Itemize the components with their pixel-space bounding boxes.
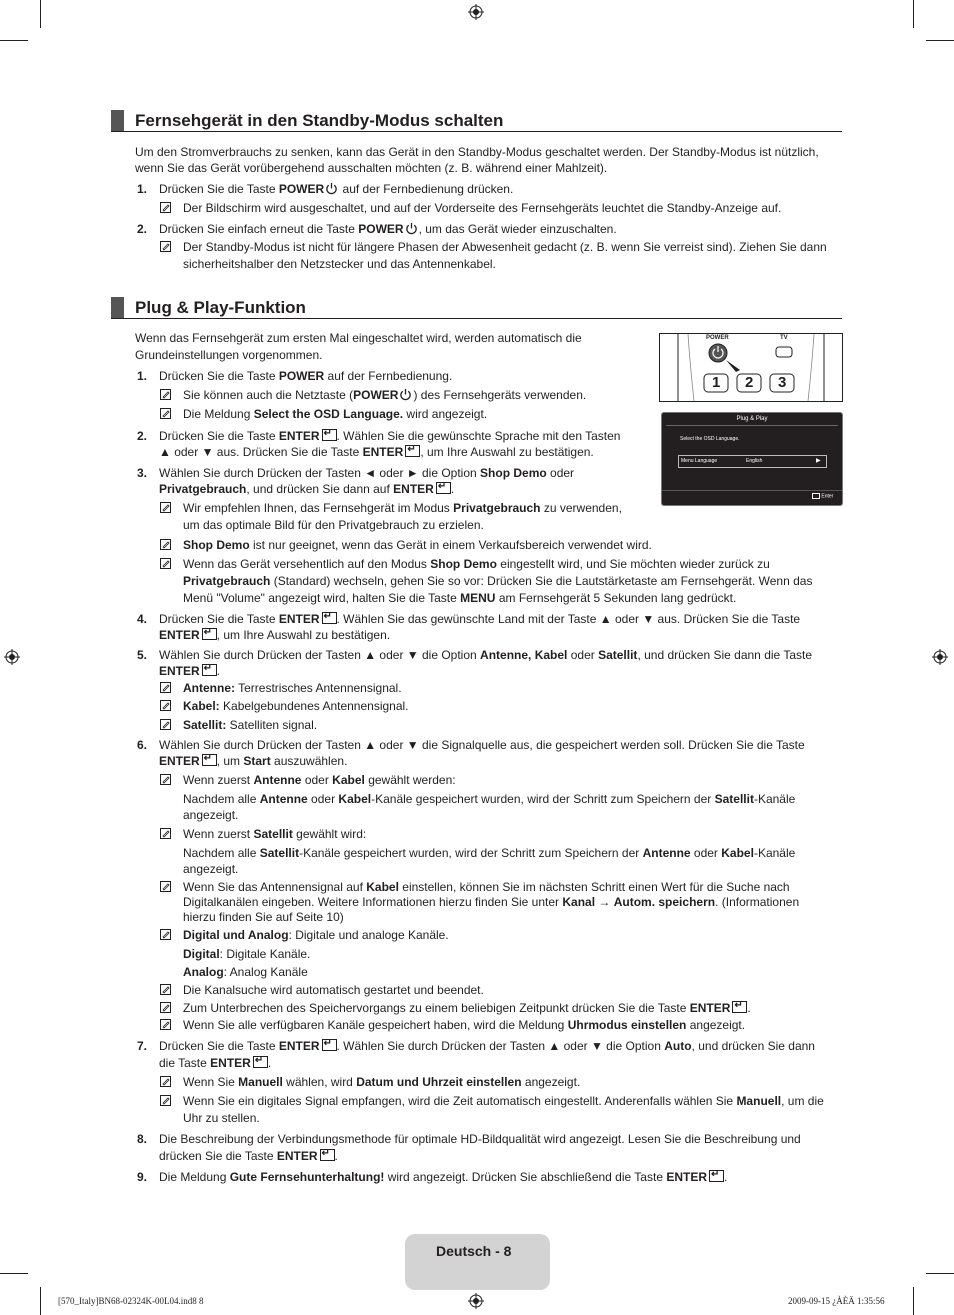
note-text: Die Meldung Select the OSD Language. wird angezeigt. [183,407,488,421]
step-text: ▲ oder ▼ aus. Drücken Sie die Taste ENTER↵ , um Ihre Auswahl zu bestätigen. [159,444,594,460]
note-icon [160,558,171,569]
crop-mark [40,0,41,28]
step-text: drücken Sie die Taste ENTER↵ . [159,1148,338,1164]
note-icon [160,984,171,995]
note-text: Kabel: Kabelgebundenes Antennensignal. [183,699,409,713]
step-text: Drücken Sie die Taste ENTER↵ . Wählen Sie die gewünschte Sprache mit den Tasten [159,428,620,444]
step-text: Drücken Sie die Taste POWER auf der Fernbedienung drücken. [159,182,514,196]
step-text: Drücken Sie die Taste ENTER↵ . Wählen Sie durch Drücken der Tasten ▲ oder ▼ die Option Auto, und drücken Sie dann [159,1038,815,1054]
note-text: Privatgebrauch (Standard) wechseln, gehen Sie so vor: Drücken Sie die Lautstärketaste am Fernsehgerät. Wenn das [183,574,813,588]
note-icon [160,202,171,213]
osd-title: Plug & Play [736,416,768,422]
crop-mark [913,0,914,28]
osd-footer-divider [662,490,842,491]
step-number: 9. [137,1170,148,1184]
step-text: Wählen Sie durch Drücken der Tasten ▲ oder ▼ die Option Antenne, Kabel oder Satellit, und drücken Sie dann die Taste [159,648,813,662]
step-number: 1. [137,182,148,196]
note-text: Zum Unterbrechen des Speichervorgangs zu einem beliebigen Zeitpunkt drücken Sie die Taste ENTER↵ . [183,1000,751,1016]
note-text: Der Bildschirm wird ausgeschaltet, und auf der Vorderseite des Fernsehgeräts leuchtet die Standby-Anzeige auf. [183,201,782,215]
note-text: angezeigt. [183,862,239,876]
section-bar [111,297,124,318]
note-icon [160,774,171,785]
note-text: Wenn das Gerät versehentlich auf den Modus Shop Demo eingestellt wird, und Sie möchten wieder zurück zu [183,557,770,571]
power-icon [399,388,412,401]
osd-enter-hint: Enter [812,493,833,499]
note-icon [160,719,171,730]
paragraph-line: Wenn das Fernsehgerät zum ersten Mal eingeschaltet wird, werden automatisch die [135,331,582,345]
note-text: Die Kanalsuche wird automatisch gestartet und beendet. [183,983,484,997]
power-icon [325,182,338,195]
note-text: Satellit: Satelliten signal. [183,718,318,732]
key-1: 1 [712,374,721,391]
print-slug-right: 2009-09-15 ¿ÀÈÄ 1:35:56 [788,1296,885,1306]
enter-icon [202,754,217,766]
enter-icon [322,612,337,624]
step-text: ENTER↵ , um Start auszuwählen. [159,753,347,769]
registration-mark-icon [468,4,484,20]
note-text: Wenn Sie alle verfügbaren Kanäle gespeichert haben, wird die Meldung Uhrmodus einstellen angezeigt. [183,1018,746,1032]
step-number: 1. [137,369,148,383]
step-number: 8. [137,1132,148,1146]
osd-menu-language-row[interactable] [678,455,827,468]
step-number: 3. [137,466,148,480]
note-icon [160,682,171,693]
step-text: Drücken Sie die Taste ENTER↵ . Wählen Sie das gewünschte Land mit der Taste ▲ oder ▼ aus. Drücken Sie die Taste [159,611,800,627]
note-icon [160,408,171,419]
note-text: Digital: Digitale Kanäle. [183,947,311,961]
note-text: Menü "Volume" angezeigt wird, halten Sie die Taste MENU am Fernsehgerät 5 Sekunden lang gedrückt. [183,591,737,605]
crop-mark [926,1273,954,1274]
key-2: 2 [745,374,754,391]
enter-icon [812,493,820,499]
note-text: Wenn Sie das Antennensignal auf Kabel einstellen, können Sie im nächsten Schritt einen Wert für die Suche nach [183,880,790,894]
enter-icon [732,1001,747,1013]
note-icon [160,539,171,550]
note-text: Sie können auch die Netztaste (POWER ) des Fernsehgeräts verwenden. [183,388,587,402]
note-text: Nachdem alle Antenne oder Kabel-Kanäle gespeichert wurden, wird der Schritt zum Speichern der Satellit-Kanäle [183,792,796,806]
osd-screen [661,412,843,506]
note-text: Shop Demo ist nur geeignet, wenn das Gerät in einem Verkaufsbereich verwendet wird. [183,538,652,552]
section-title: Fernsehgerät in den Standby-Modus schalten [135,111,504,130]
step-text: Die Meldung Gute Fernsehunterhaltung! wird angezeigt. Drücken Sie abschließend die Taste ENTER↵ . [159,1169,727,1185]
note-icon [160,700,171,711]
step-text: Die Beschreibung der Verbindungsmethode für optimale HD-Bildqualität wird angezeigt. Lesen Sie die Beschreibung und [159,1132,801,1146]
note-text: Wenn zuerst Antenne oder Kabel gewählt werden: [183,773,456,787]
enter-icon [320,1149,335,1161]
enter-icon [436,482,451,494]
step-number: 7. [137,1039,148,1053]
step-text: Privatgebrauch, und drücken Sie dann auf ENTER↵ . [159,481,454,497]
step-text: ENTER↵ , um Ihre Auswahl zu bestätigen. [159,627,390,643]
osd-divider [666,425,838,426]
note-icon [160,241,171,252]
note-icon [160,1095,171,1106]
note-text: Wenn Sie ein digitales Signal empfangen, wird die Zeit automatisch eingestellt. Anderenfalls wählen Sie Manuell, um die [183,1094,824,1108]
note-text: sicherheitshalber den Netzstecker und das Antennenkabel. [183,257,496,271]
note-text: angezeigt. [183,808,239,822]
registration-mark-icon [468,1293,484,1309]
step-text: ENTER↵ . [159,663,220,679]
note-icon [160,1019,171,1030]
section-header-plug-play [111,297,842,319]
step-text: Wählen Sie durch Drücken der Tasten ◄ oder ► die Option Shop Demo oder [159,466,575,480]
arrow-right-icon: ▶ [816,458,821,464]
enter-icon [405,445,420,457]
note-text: Nachdem alle Satellit-Kanäle gespeichert wurden, wird der Schritt zum Speichern der Antenne oder Kabel-Kanäle [183,846,796,860]
note-text: Antenne: Terrestrisches Antennensignal. [183,681,402,695]
section-title: Plug & Play-Funktion [135,298,306,317]
crop-mark [40,1287,41,1315]
note-icon [160,828,171,839]
remote-illustration [659,333,843,402]
note-text: hierzu finden Sie auf Seite 10) [183,910,344,924]
note-text: Analog: Analog Kanäle [183,965,308,979]
step-number: 6. [137,738,148,752]
note-text: Uhr zu stellen. [183,1111,260,1125]
note-text: Der Standby-Modus ist nicht für längere Phasen der Abwesenheit gedacht (z. B. wenn Sie verreist sind). Ziehen Sie dann [183,240,827,254]
step-text: die Taste ENTER↵ . [159,1055,271,1071]
osd-prompt: Select the OSD Language. [680,436,740,442]
print-slug-left: [570_Italy]BN68-02324K-00L04.ind8 8 [58,1296,204,1306]
note-text: Digitalkanälen eingeben. Weitere Informationen hierzu finden Sie unter Kanal → Autom. speichern. (Informationen [183,895,800,909]
enter-icon [709,1170,724,1182]
osd-menu-value: English [746,458,763,464]
crop-mark [913,1287,914,1315]
enter-icon [253,1056,268,1068]
note-icon [160,389,171,400]
note-icon [160,929,171,940]
crop-mark [0,40,28,41]
enter-icon [322,429,337,441]
paragraph-line: wenn Sie das Gerät vorübergehend ausschalten möchten (z. B. während einer Mahlzeit). [135,161,608,175]
section-bar [111,110,124,131]
power-icon [405,222,418,235]
note-text: Wenn zuerst Satellit gewählt wird: [183,827,367,841]
enter-icon [322,1039,337,1051]
note-icon [160,1002,171,1013]
note-text: Wenn Sie Manuell wählen, wird Datum und Uhrzeit einstellen angezeigt. [183,1075,581,1089]
note-text: Wir empfehlen Ihnen, das Fernsehgerät im Modus Privatgebrauch zu verwenden, [183,501,622,515]
step-number: 2. [137,429,148,443]
registration-mark-icon [4,649,20,665]
crop-mark [0,1273,28,1274]
step-text: Drücken Sie einfach erneut die Taste POWER , um das Gerät wieder einzuschalten. [159,222,617,236]
note-icon [160,502,171,513]
step-number: 4. [137,612,148,626]
step-number: 5. [137,648,148,662]
tv-label: TV [780,335,788,341]
enter-icon [202,664,217,676]
page-number: Deutsch - 8 [436,1243,512,1259]
note-icon [160,881,171,892]
note-text: um das optimale Bild für den Privatgebrauch zu erzielen. [183,518,484,532]
enter-icon [202,628,217,640]
note-icon [160,1076,171,1087]
step-text: Wählen Sie durch Drücken der Tasten ▲ oder ▼ die Signalquelle aus, die gespeichert werden soll. Drücken Sie die Taste [159,738,805,752]
key-3: 3 [778,374,787,391]
step-number: 2. [137,222,148,236]
paragraph-line: Um den Stromverbrauchs zu senken, kann das Gerät in den Standby-Modus geschaltet werden. Der Standby-Modus ist nützlich, [135,145,819,159]
section-header-standby [111,110,842,132]
power-label: POWER [706,335,729,341]
step-text: Drücken Sie die Taste POWER auf der Fernbedienung. [159,369,453,383]
note-text: Digital und Analog: Digitale und analoge Kanäle. [183,928,449,942]
osd-menu-label: Menu Language [681,458,718,464]
paragraph-line: Grundeinstellungen vorgenommen. [135,348,323,362]
crop-mark [926,40,954,41]
registration-mark-icon [932,649,948,665]
